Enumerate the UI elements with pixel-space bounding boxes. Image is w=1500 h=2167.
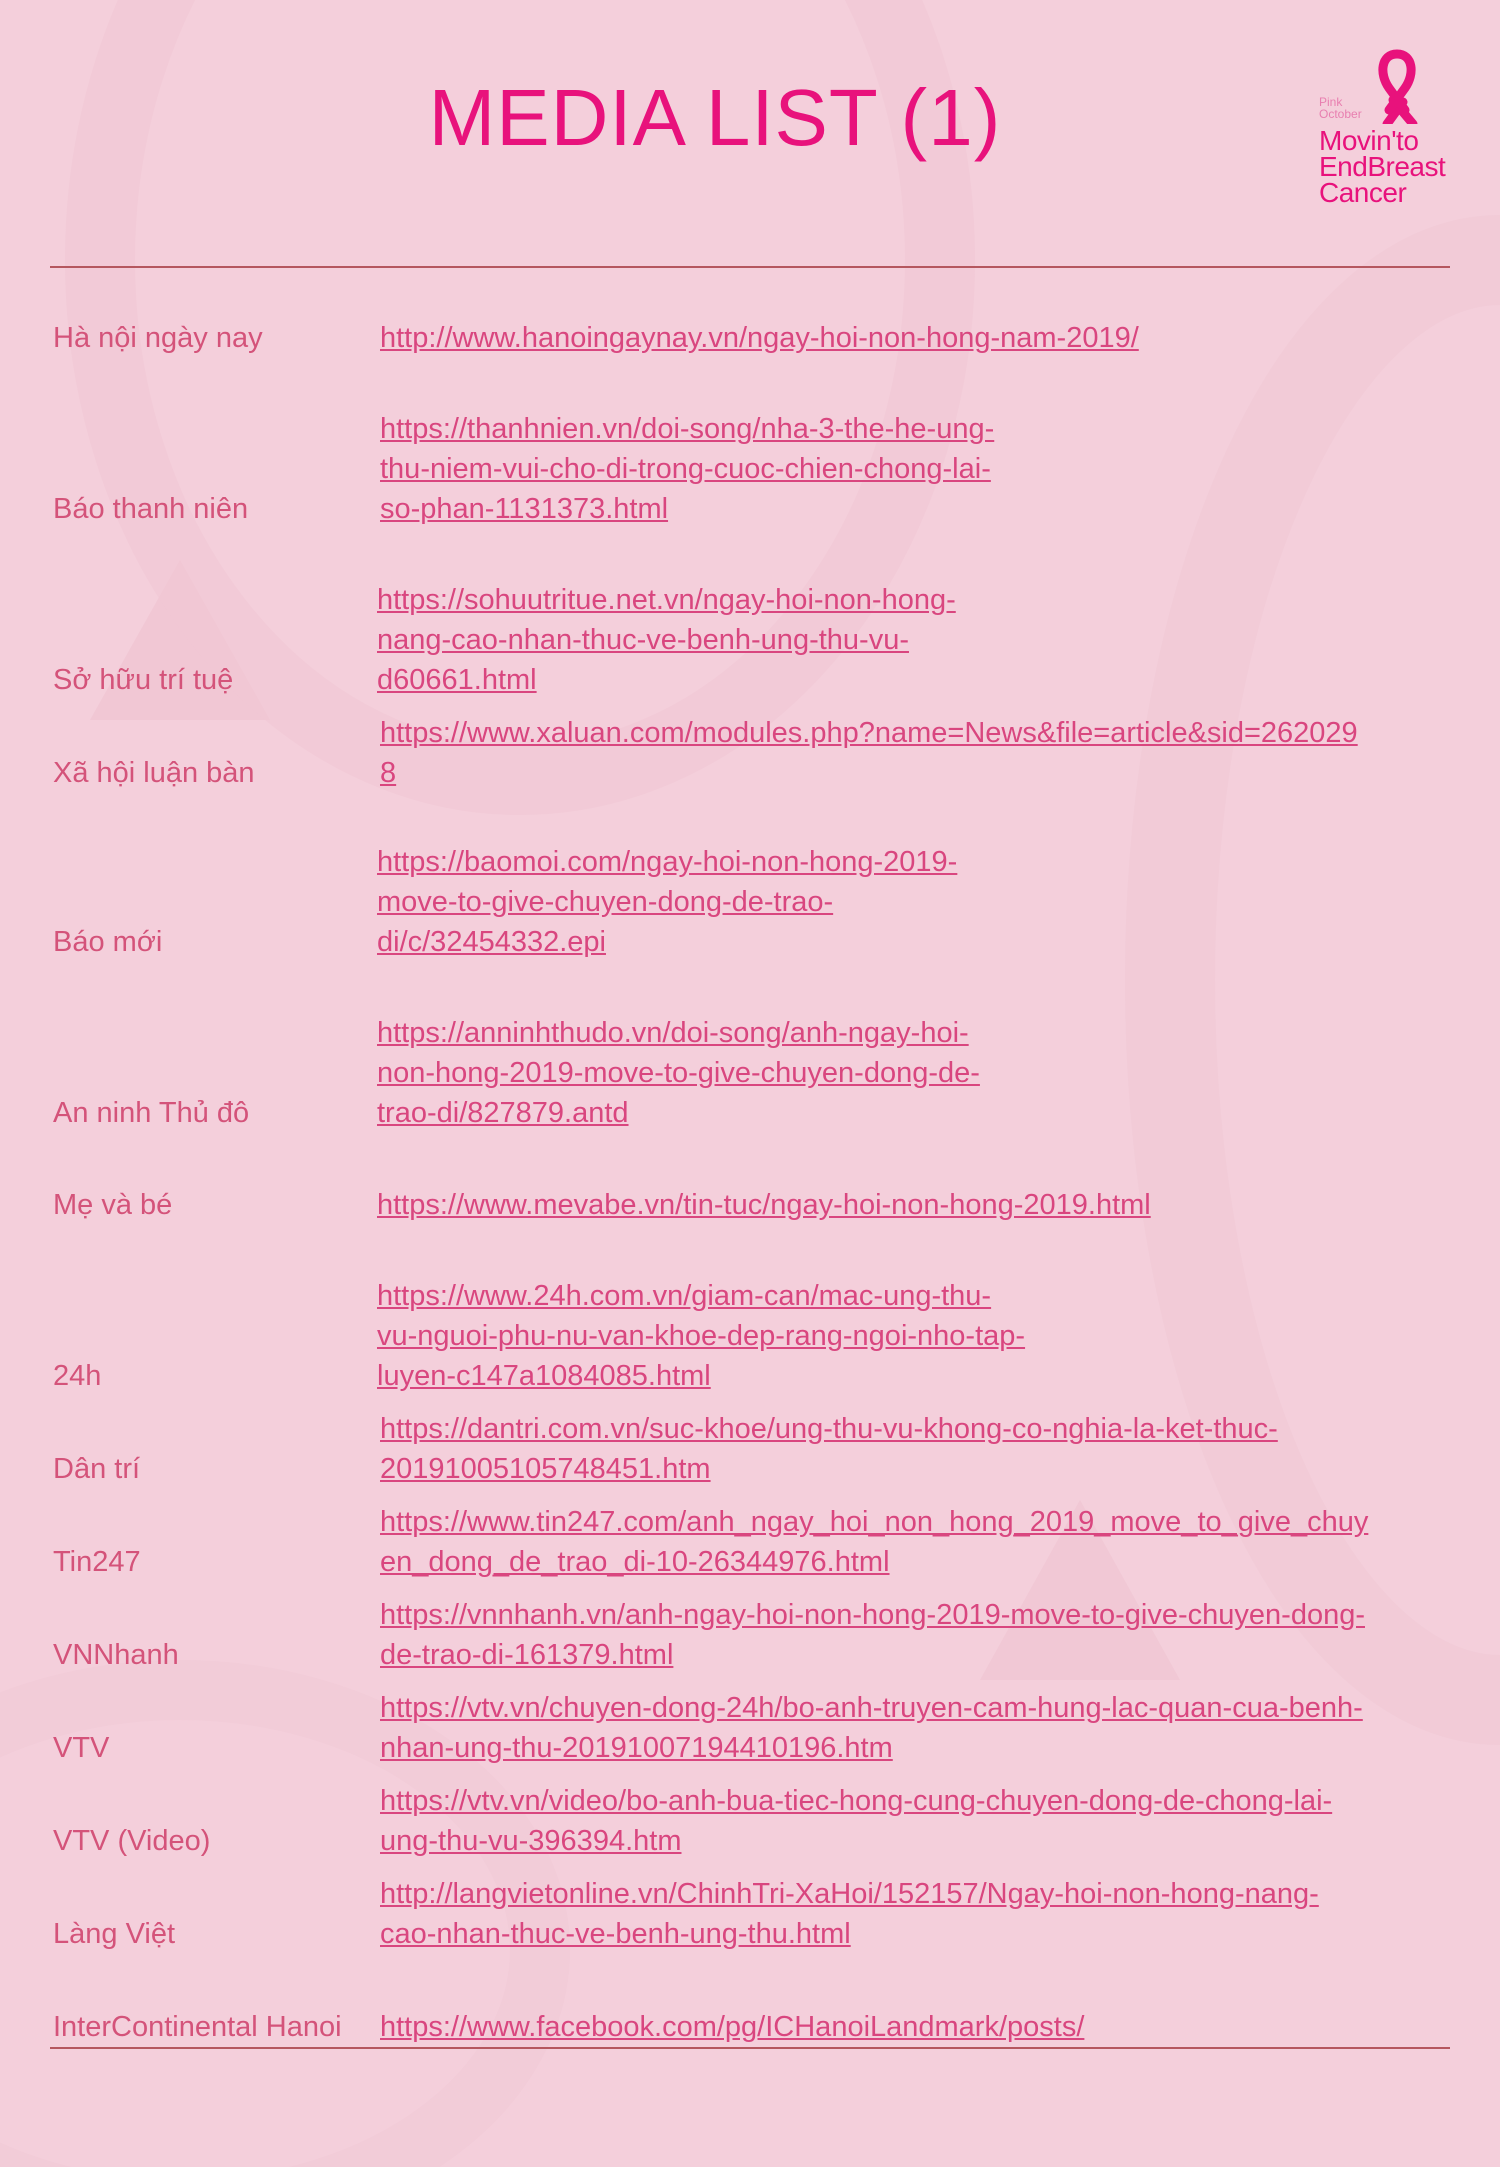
media-outlet-name: Dân trí: [53, 1453, 141, 1485]
media-outlet-name: Xã hội luận bàn: [53, 757, 255, 789]
media-row: [0, 1502, 1500, 1582]
media-row: [0, 1276, 1500, 1396]
media-link[interactable]: https://vtv.vn/video/bo-anh-bua-tiec-hong-cung-chuyen-dong-de-chong-lai- ung-thu-vu-396394.htm: [380, 1785, 1333, 1857]
media-link[interactable]: https://thanhnien.vn/doi-song/nha-3-the-he-ung- thu-niem-vui-cho-di-trong-cuoc-chien-chong-lai- so-phan-1131373.html: [380, 413, 995, 525]
media-outlet-name: VNNhanh: [53, 1639, 179, 1671]
top-divider: [50, 266, 1450, 268]
media-outlet-name: Tin247: [53, 1546, 141, 1578]
media-row: [0, 1185, 1500, 1225]
media-row: [0, 318, 1500, 358]
media-outlet-name: An ninh Thủ đô: [53, 1097, 250, 1129]
logo-tagline: Pink October: [1319, 95, 1362, 121]
media-link[interactable]: https://www.facebook.com/pg/ICHanoiLandmark/posts/: [380, 2011, 1085, 2043]
logo-line-3: Cancer: [1319, 177, 1407, 208]
media-row: [0, 1595, 1500, 1675]
media-row: [0, 1013, 1500, 1133]
media-row: [0, 1874, 1500, 1954]
media-row: [0, 713, 1500, 793]
media-link[interactable]: http://www.hanoingaynay.vn/ngay-hoi-non-hong-nam-2019/: [380, 322, 1139, 354]
media-outlet-name: Sở hữu trí tuệ: [53, 664, 234, 696]
bottom-divider: [50, 2047, 1450, 2049]
media-row: [0, 409, 1500, 529]
media-link[interactable]: https://anninhthudo.vn/doi-song/anh-ngay-hoi- non-hong-2019-move-to-give-chuyen-dong-de- trao-di/827879.antd: [377, 1017, 980, 1129]
media-row: [0, 842, 1500, 962]
media-link[interactable]: http://langvietonline.vn/ChinhTri-XaHoi/152157/Ngay-hoi-non-hong-nang- cao-nhan-thuc-ve-benh-ung-thu.html: [380, 1878, 1319, 1950]
logo-line-2: EndBreast: [1319, 151, 1446, 182]
media-outlet-name: Hà nội ngày nay: [53, 322, 263, 354]
media-row: [0, 1409, 1500, 1489]
logo-line-1: Movin'to: [1319, 125, 1419, 156]
media-link[interactable]: https://baomoi.com/ngay-hoi-non-hong-2019- move-to-give-chuyen-dong-de-trao- di/c/32454332.epi: [377, 846, 958, 958]
media-link[interactable]: https://sohuutritue.net.vn/ngay-hoi-non-hong- nang-cao-nhan-thuc-ve-benh-ung-thu-vu- d60661.html: [377, 584, 956, 696]
media-link[interactable]: https://vtv.vn/chuyen-dong-24h/bo-anh-truyen-cam-hung-lac-quan-cua-benh- nhan-ung-thu-20191007194410196.htm: [380, 1692, 1363, 1764]
media-row: [0, 2007, 1500, 2047]
media-row: [0, 1688, 1500, 1768]
media-outlet-name: Làng Việt: [53, 1918, 176, 1950]
media-outlet-name: Báo mới: [53, 926, 163, 958]
media-outlet-name: Mẹ và bé: [53, 1189, 173, 1221]
media-outlet-name: 24h: [53, 1360, 102, 1392]
media-link[interactable]: https://www.xaluan.com/modules.php?name=News&file=article&sid=262029 8: [380, 717, 1358, 789]
brand-logo: [1315, 44, 1475, 214]
media-outlet-name: InterContinental Hanoi: [53, 2011, 342, 2043]
page-title: MEDIA LIST (1): [428, 73, 1002, 162]
media-link[interactable]: https://dantri.com.vn/suc-khoe/ung-thu-vu-khong-co-nghia-la-ket-thuc- 20191005105748451.htm: [380, 1413, 1278, 1485]
media-link[interactable]: https://www.mevabe.vn/tin-tuc/ngay-hoi-non-hong-2019.html: [377, 1189, 1151, 1221]
media-row: [0, 580, 1500, 700]
media-link[interactable]: https://www.24h.com.vn/giam-can/mac-ung-thu- vu-nguoi-phu-nu-van-khoe-dep-rang-ngoi-nho-tap- luyen-c147a1084085.html: [377, 1280, 1026, 1392]
media-outlet-name: VTV (Video): [53, 1825, 211, 1857]
media-row: [0, 1781, 1500, 1861]
media-link[interactable]: https://www.tin247.com/anh_ngay_hoi_non_hong_2019_move_to_give_chuy en_dong_de_trao_di-10-26344976.html: [380, 1506, 1369, 1578]
media-link[interactable]: https://vnnhanh.vn/anh-ngay-hoi-non-hong-2019-move-to-give-chuyen-dong- de-trao-di-161379.html: [380, 1599, 1365, 1671]
media-outlet-name: Báo thanh niên: [53, 493, 249, 525]
media-outlet-name: VTV: [53, 1732, 110, 1764]
